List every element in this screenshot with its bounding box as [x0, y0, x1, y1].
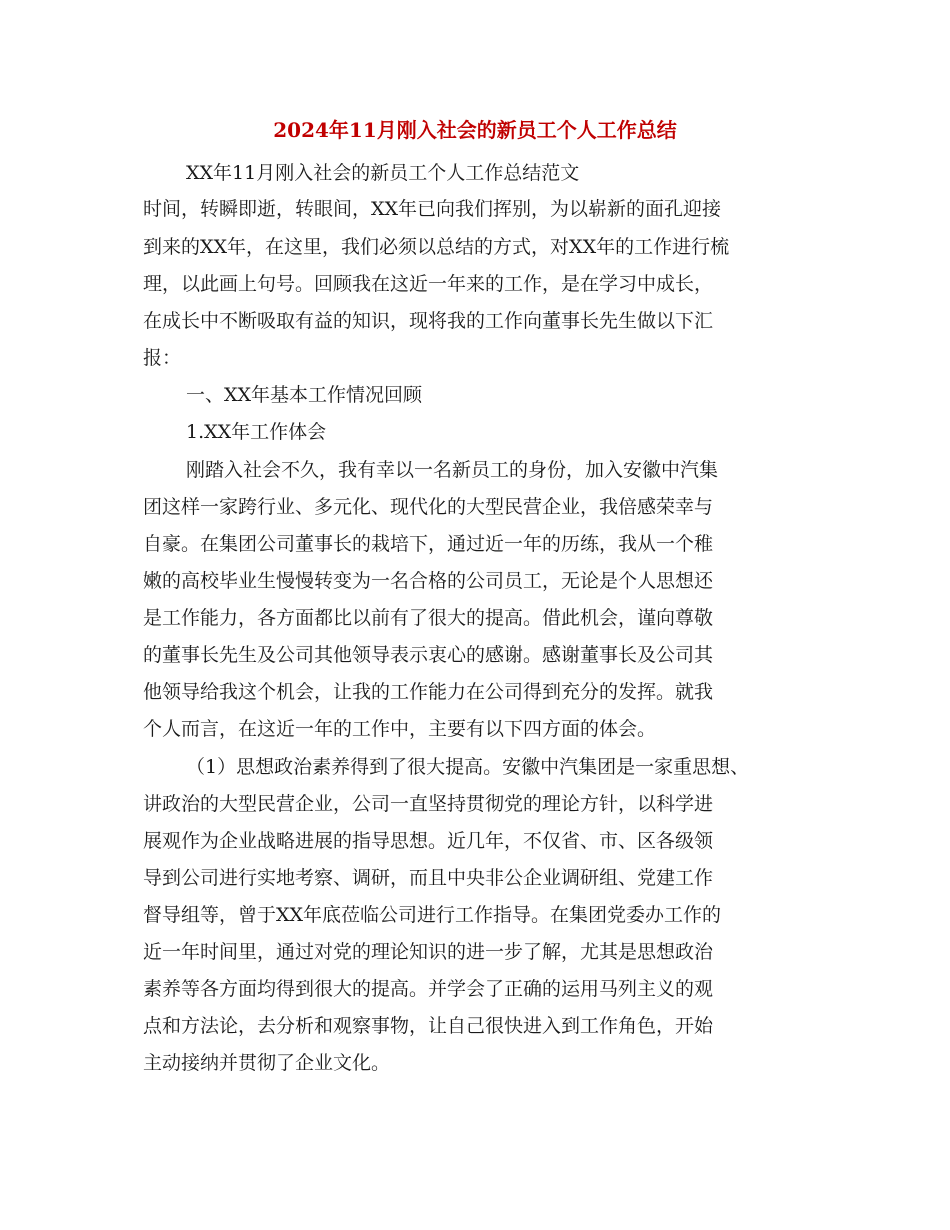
paragraph-line: 嫩的高校毕业生慢慢转变为一名合格的公司员工，无论是个人思想还 — [143, 570, 714, 592]
paragraph-line: 素养等各方面均得到很大的提高。并学会了正确的运用马列主义的观 — [143, 978, 714, 1000]
document-title: 2024年11月刚入社会的新员工个人工作总结 — [273, 118, 677, 142]
paragraph-line: 自豪。在集团公司董事长的栽培下，通过近一年的历练，我从一个稚 — [143, 533, 714, 555]
paragraph-line: 刚踏入社会不久，我有幸以一名新员工的身份，加入安徽中汽集 — [186, 459, 719, 481]
paragraph-line: 导到公司进行实地考察、调研，而且中央非公企业调研组、党建工作 — [143, 867, 714, 889]
paragraph-line: 理，以此画上句号。回顾我在这近一年来的工作，是在学习中成长， — [143, 273, 714, 295]
paragraph-line: 时间，转瞬即逝，转眼间，XX年已向我们挥别，为以崭新的面孔迎接 — [143, 198, 722, 220]
paragraph-line: 点和方法论，去分析和观察事物，让自己很快进入到工作角色，开始 — [143, 1015, 714, 1037]
subtitle-line: XX年11月刚入社会的新员工个人工作总结范文 — [186, 162, 580, 184]
paragraph-line: 是工作能力，各方面都比以前有了很大的提高。借此机会，谨向尊敬 — [143, 607, 714, 629]
paragraph-line: 报： — [143, 347, 182, 369]
paragraph-line: 他领导给我这个机会，让我的工作能力在公司得到充分的发挥。就我 — [143, 681, 714, 703]
subsection-heading: 1.XX年工作体会 — [186, 421, 327, 443]
section-heading: 一、XX年基本工作情况回顾 — [186, 384, 423, 406]
paragraph-line: 近一年时间里，通过对党的理论知识的进一步了解，尤其是思想政治 — [143, 941, 714, 963]
paragraph-line: 主动接纳并贯彻了企业文化。 — [143, 1052, 391, 1074]
paragraph-line: 个人而言，在这近一年的工作中，主要有以下四方面的体会。 — [143, 718, 657, 740]
paragraph-line: 到来的XX年，在这里，我们必须以总结的方式，对XX年的工作进行梳 — [143, 236, 730, 258]
paragraph-line: 在成长中不断吸取有益的知识，现将我的工作向董事长先生做以下汇 — [143, 310, 714, 332]
paragraph-line: 督导组等，曾于XX年底莅临公司进行工作指导。在集团党委办工作的 — [143, 904, 722, 926]
paragraph-line: （1）思想政治素养得到了很大提高。安徽中汽集团是一家重思想、 — [186, 756, 750, 778]
paragraph-line: 讲政治的大型民营企业，公司一直坚持贯彻党的理论方针，以科学进 — [143, 793, 714, 815]
paragraph-line: 展观作为企业战略进展的指导思想。近几年，不仅省、市、区各级领 — [143, 830, 714, 852]
paragraph-line: 的董事长先生及公司其他领导表示衷心的感谢。感谢董事长及公司其 — [143, 644, 714, 666]
paragraph-line: 团这样一家跨行业、多元化、现代化的大型民营企业，我倍感荣幸与 — [143, 496, 714, 518]
